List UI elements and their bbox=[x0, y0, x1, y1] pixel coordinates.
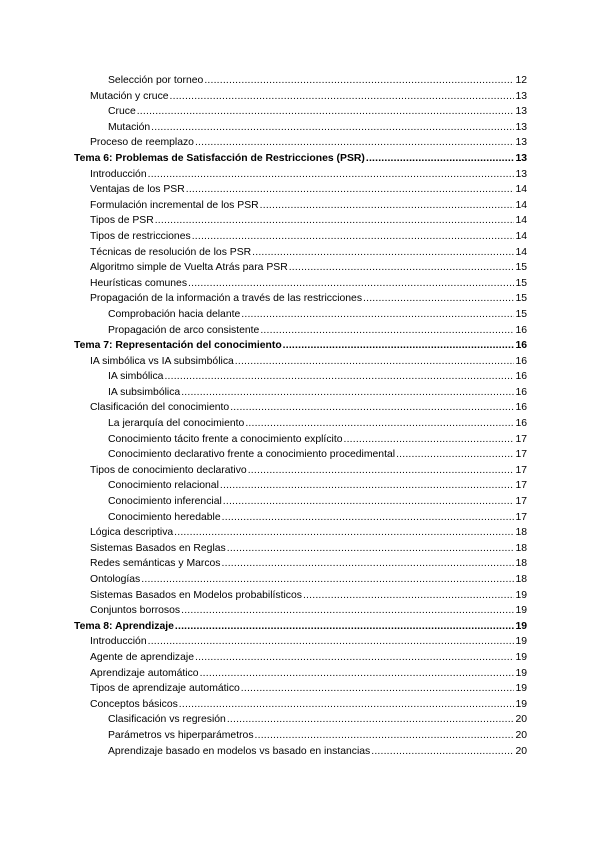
toc-page-number: 16 bbox=[515, 324, 527, 336]
toc-section-entry[interactable] bbox=[0, 666, 600, 682]
toc-page-number: 17 bbox=[515, 480, 527, 492]
toc-section-entry[interactable] bbox=[0, 229, 600, 245]
toc-entry-title: Conjuntos borrosos bbox=[90, 605, 181, 617]
toc-page-number: 18 bbox=[515, 558, 527, 570]
dot-leader bbox=[175, 619, 515, 635]
toc-subsection-entry[interactable] bbox=[0, 744, 600, 760]
toc-entry-title: Introducción bbox=[90, 636, 147, 648]
toc-chapter-entry[interactable] bbox=[0, 338, 600, 354]
dot-leader bbox=[235, 354, 515, 370]
toc-section-entry[interactable] bbox=[0, 135, 600, 151]
dot-leader bbox=[227, 541, 515, 557]
dot-leader bbox=[151, 120, 514, 136]
toc-entry-title: Propagación de la información a través de las restricciones bbox=[90, 293, 363, 305]
dot-leader bbox=[148, 167, 515, 183]
toc-subsection-entry[interactable] bbox=[0, 478, 600, 494]
toc-page-number: 16 bbox=[515, 355, 527, 367]
toc-entry-title: Ventajas de los PSR bbox=[90, 184, 185, 196]
toc-entry-title: Mutación y cruce bbox=[90, 90, 169, 102]
toc-page-number: 14 bbox=[515, 215, 527, 227]
dot-leader bbox=[255, 728, 515, 744]
dot-leader bbox=[155, 213, 515, 229]
toc-chapter-entry[interactable] bbox=[0, 151, 600, 167]
toc-entry-title: Lógica descriptiva bbox=[90, 527, 174, 539]
toc-page-number: 16 bbox=[515, 386, 527, 398]
toc-entry-title: Tipos de PSR bbox=[90, 215, 154, 227]
dot-leader bbox=[260, 198, 515, 214]
toc-page-number: 19 bbox=[515, 651, 527, 663]
toc-subsection-entry[interactable] bbox=[0, 120, 600, 136]
toc-entry-title: Tema 7: Representación del conocimiento bbox=[74, 340, 282, 352]
toc-page-number: 12 bbox=[515, 75, 527, 86]
toc-entry-title: Tipos de aprendizaje automático bbox=[90, 683, 240, 695]
toc-section-entry[interactable] bbox=[0, 245, 600, 261]
toc-page-number: 15 bbox=[515, 262, 527, 274]
toc-entry-title: Sistemas Basados en Reglas bbox=[90, 542, 226, 554]
dot-leader bbox=[174, 525, 514, 541]
toc-entry-title: Agente de aprendizaje bbox=[90, 651, 194, 663]
toc-section-entry[interactable] bbox=[0, 588, 600, 604]
toc-page-number: 13 bbox=[515, 168, 527, 180]
toc-page-number: 19 bbox=[515, 667, 527, 679]
toc-section-entry[interactable] bbox=[0, 167, 600, 183]
dot-leader bbox=[186, 182, 515, 198]
toc-page-number: 19 bbox=[515, 605, 527, 617]
toc-page-number: 14 bbox=[515, 184, 527, 196]
toc-entry-title: Cruce bbox=[108, 106, 136, 118]
dot-leader bbox=[303, 588, 514, 604]
toc-subsection-entry[interactable] bbox=[0, 369, 600, 385]
toc-section-entry[interactable] bbox=[0, 260, 600, 276]
dot-leader bbox=[164, 369, 514, 385]
toc-entry-title: Aprendizaje basado en modelos vs basado en instancias bbox=[108, 745, 371, 757]
toc-entry-title: Tema 6: Problemas de Satisfacción de Restricciones (PSR) bbox=[74, 152, 365, 164]
toc-section-entry[interactable] bbox=[0, 650, 600, 666]
toc-section-entry[interactable] bbox=[0, 681, 600, 697]
toc-subsection-entry[interactable] bbox=[0, 728, 600, 744]
toc-page-number: 17 bbox=[515, 449, 527, 461]
dot-leader bbox=[396, 447, 514, 463]
dot-leader bbox=[204, 73, 514, 89]
toc-page-number: 15 bbox=[515, 293, 527, 305]
toc-page-number: 13 bbox=[515, 152, 527, 164]
toc-subsection-entry[interactable] bbox=[0, 323, 600, 339]
dot-leader bbox=[363, 291, 514, 307]
toc-entry-title: Conceptos básicos bbox=[90, 698, 178, 710]
toc-entry-title: Propagación de arco consistente bbox=[108, 324, 260, 336]
dot-leader bbox=[141, 572, 514, 588]
toc-page-number: 15 bbox=[515, 308, 527, 320]
toc-page-number: 20 bbox=[515, 729, 527, 741]
toc-page-number: 20 bbox=[515, 745, 527, 757]
toc-section-entry[interactable] bbox=[0, 634, 600, 650]
dot-leader bbox=[188, 276, 514, 292]
toc-section-entry[interactable] bbox=[0, 213, 600, 229]
toc-page-number: 19 bbox=[515, 698, 527, 710]
toc-page-number: 16 bbox=[515, 371, 527, 383]
toc-entry-title: Algoritmo simple de Vuelta Atrás para PSR bbox=[90, 262, 288, 274]
toc-entry-title: Conocimiento declarativo frente a conocimiento procedimental bbox=[108, 449, 396, 461]
toc-entry-title: Proceso de reemplazo bbox=[90, 137, 194, 149]
toc-subsection-entry[interactable] bbox=[0, 73, 600, 89]
toc-subsection-entry[interactable] bbox=[0, 447, 600, 463]
toc-subsection-entry[interactable] bbox=[0, 416, 600, 432]
dot-leader bbox=[248, 463, 515, 479]
dot-leader bbox=[195, 650, 514, 666]
toc-section-entry[interactable] bbox=[0, 89, 600, 105]
toc-page-number: 14 bbox=[515, 230, 527, 242]
toc-entry-title: Comprobación hacia delante bbox=[108, 308, 241, 320]
dot-leader bbox=[179, 697, 515, 713]
toc-entry-title: Tipos de restricciones bbox=[90, 230, 191, 242]
toc-entry-title: Conocimiento relacional bbox=[108, 480, 219, 492]
toc-section-entry[interactable] bbox=[0, 572, 600, 588]
dot-leader bbox=[245, 416, 514, 432]
toc-page-number: 18 bbox=[515, 574, 527, 585]
toc-entry-title: IA simbólica bbox=[108, 371, 164, 383]
toc-page-number: 16 bbox=[515, 418, 527, 430]
dot-leader bbox=[371, 744, 514, 760]
toc-entry-title: Conocimiento inferencial bbox=[108, 496, 222, 508]
toc-page-number: 18 bbox=[515, 527, 527, 539]
toc-page-number: 16 bbox=[515, 340, 527, 352]
toc-entry-title: Mutación bbox=[108, 121, 151, 133]
toc-section-entry[interactable] bbox=[0, 276, 600, 292]
toc-page-number: 14 bbox=[515, 246, 527, 258]
dot-leader bbox=[260, 323, 514, 339]
toc-page-number: 13 bbox=[515, 137, 527, 149]
dot-leader bbox=[252, 245, 514, 261]
toc-entry-title: Clasificación del conocimiento bbox=[90, 402, 230, 414]
dot-leader bbox=[195, 135, 514, 151]
toc-section-entry[interactable] bbox=[0, 400, 600, 416]
toc-subsection-entry[interactable] bbox=[0, 510, 600, 526]
toc-page-number: 19 bbox=[515, 589, 527, 601]
toc-page-number: 14 bbox=[515, 199, 527, 211]
dot-leader bbox=[283, 338, 515, 354]
toc-entry-title: Conocimiento heredable bbox=[108, 511, 221, 523]
toc-section-entry[interactable] bbox=[0, 354, 600, 370]
toc-page-number: 17 bbox=[515, 511, 527, 523]
toc-entry-title: Introducción bbox=[90, 168, 147, 180]
toc-page-number: 15 bbox=[515, 277, 527, 289]
dot-leader bbox=[148, 634, 515, 650]
dot-leader bbox=[170, 89, 515, 105]
toc-subsection-entry[interactable] bbox=[0, 385, 600, 401]
dot-leader bbox=[241, 681, 515, 697]
toc-subsection-entry[interactable] bbox=[0, 494, 600, 510]
toc-entry-title: Tipos de conocimiento declarativo bbox=[90, 464, 247, 476]
toc-entry-title: Aprendizaje automático bbox=[90, 667, 199, 679]
toc-entry-title: Clasificación vs regresión bbox=[108, 714, 226, 726]
toc-section-entry[interactable] bbox=[0, 291, 600, 307]
dot-leader bbox=[227, 712, 515, 728]
toc-entry-title: Tema 8: Aprendizaje bbox=[74, 620, 174, 632]
toc-entry-title: IA subsimbólica bbox=[108, 386, 181, 398]
toc-section-entry[interactable] bbox=[0, 603, 600, 619]
dot-leader bbox=[222, 556, 515, 572]
dot-leader bbox=[223, 494, 515, 510]
toc-chapter-entry[interactable] bbox=[0, 619, 600, 635]
toc-page-number: 16 bbox=[515, 402, 527, 414]
toc-entry-title: Formulación incremental de los PSR bbox=[90, 199, 259, 211]
toc-page-number: 17 bbox=[515, 433, 527, 445]
toc-page-number: 17 bbox=[515, 496, 527, 508]
toc-entry-title: La jerarquía del conocimiento bbox=[108, 418, 245, 430]
toc-subsection-entry[interactable] bbox=[0, 712, 600, 728]
dot-leader bbox=[366, 151, 515, 167]
dot-leader bbox=[181, 385, 514, 401]
table-of-contents bbox=[0, 73, 600, 759]
dot-leader bbox=[222, 510, 515, 526]
dot-leader bbox=[220, 478, 515, 494]
dot-leader bbox=[230, 400, 514, 416]
toc-entry-title: Redes semánticas y Marcos bbox=[90, 558, 221, 570]
toc-subsection-entry[interactable] bbox=[0, 104, 600, 120]
dot-leader bbox=[344, 432, 515, 448]
toc-subsection-entry[interactable] bbox=[0, 307, 600, 323]
toc-page-number: 19 bbox=[515, 620, 527, 632]
toc-section-entry[interactable] bbox=[0, 182, 600, 198]
toc-section-entry[interactable] bbox=[0, 463, 600, 479]
toc-page-number: 20 bbox=[515, 714, 527, 726]
dot-leader bbox=[192, 229, 515, 245]
toc-page-number: 13 bbox=[515, 90, 527, 102]
toc-subsection-entry[interactable] bbox=[0, 432, 600, 448]
toc-entry-title: Parámetros vs hiperparámetros bbox=[108, 729, 254, 741]
dot-leader bbox=[181, 603, 514, 619]
toc-entry-title: Selección por torneo bbox=[108, 75, 204, 86]
toc-section-entry[interactable] bbox=[0, 556, 600, 572]
toc-entry-title: Conocimiento tácito frente a conocimiento explícito bbox=[108, 433, 343, 445]
toc-section-entry[interactable] bbox=[0, 697, 600, 713]
toc-entry-title: Ontologías bbox=[90, 574, 141, 585]
toc-section-entry[interactable] bbox=[0, 525, 600, 541]
toc-entry-title: Heurísticas comunes bbox=[90, 277, 188, 289]
dot-leader bbox=[137, 104, 515, 120]
toc-entry-title: IA simbólica vs IA subsimbólica bbox=[90, 355, 234, 367]
toc-section-entry[interactable] bbox=[0, 198, 600, 214]
toc-page-number: 18 bbox=[515, 542, 527, 554]
toc-page-number: 17 bbox=[515, 464, 527, 476]
toc-section-entry[interactable] bbox=[0, 541, 600, 557]
dot-leader bbox=[289, 260, 515, 276]
toc-entry-title: Técnicas de resolución de los PSR bbox=[90, 246, 252, 258]
toc-page-number: 19 bbox=[515, 683, 527, 695]
dot-leader bbox=[200, 666, 515, 682]
toc-page-number: 13 bbox=[515, 121, 527, 133]
toc-entry-title: Sistemas Basados en Modelos probabilísticos bbox=[90, 589, 302, 601]
toc-page-number: 19 bbox=[515, 636, 527, 648]
dot-leader bbox=[241, 307, 514, 323]
toc-page-number: 13 bbox=[515, 106, 527, 118]
